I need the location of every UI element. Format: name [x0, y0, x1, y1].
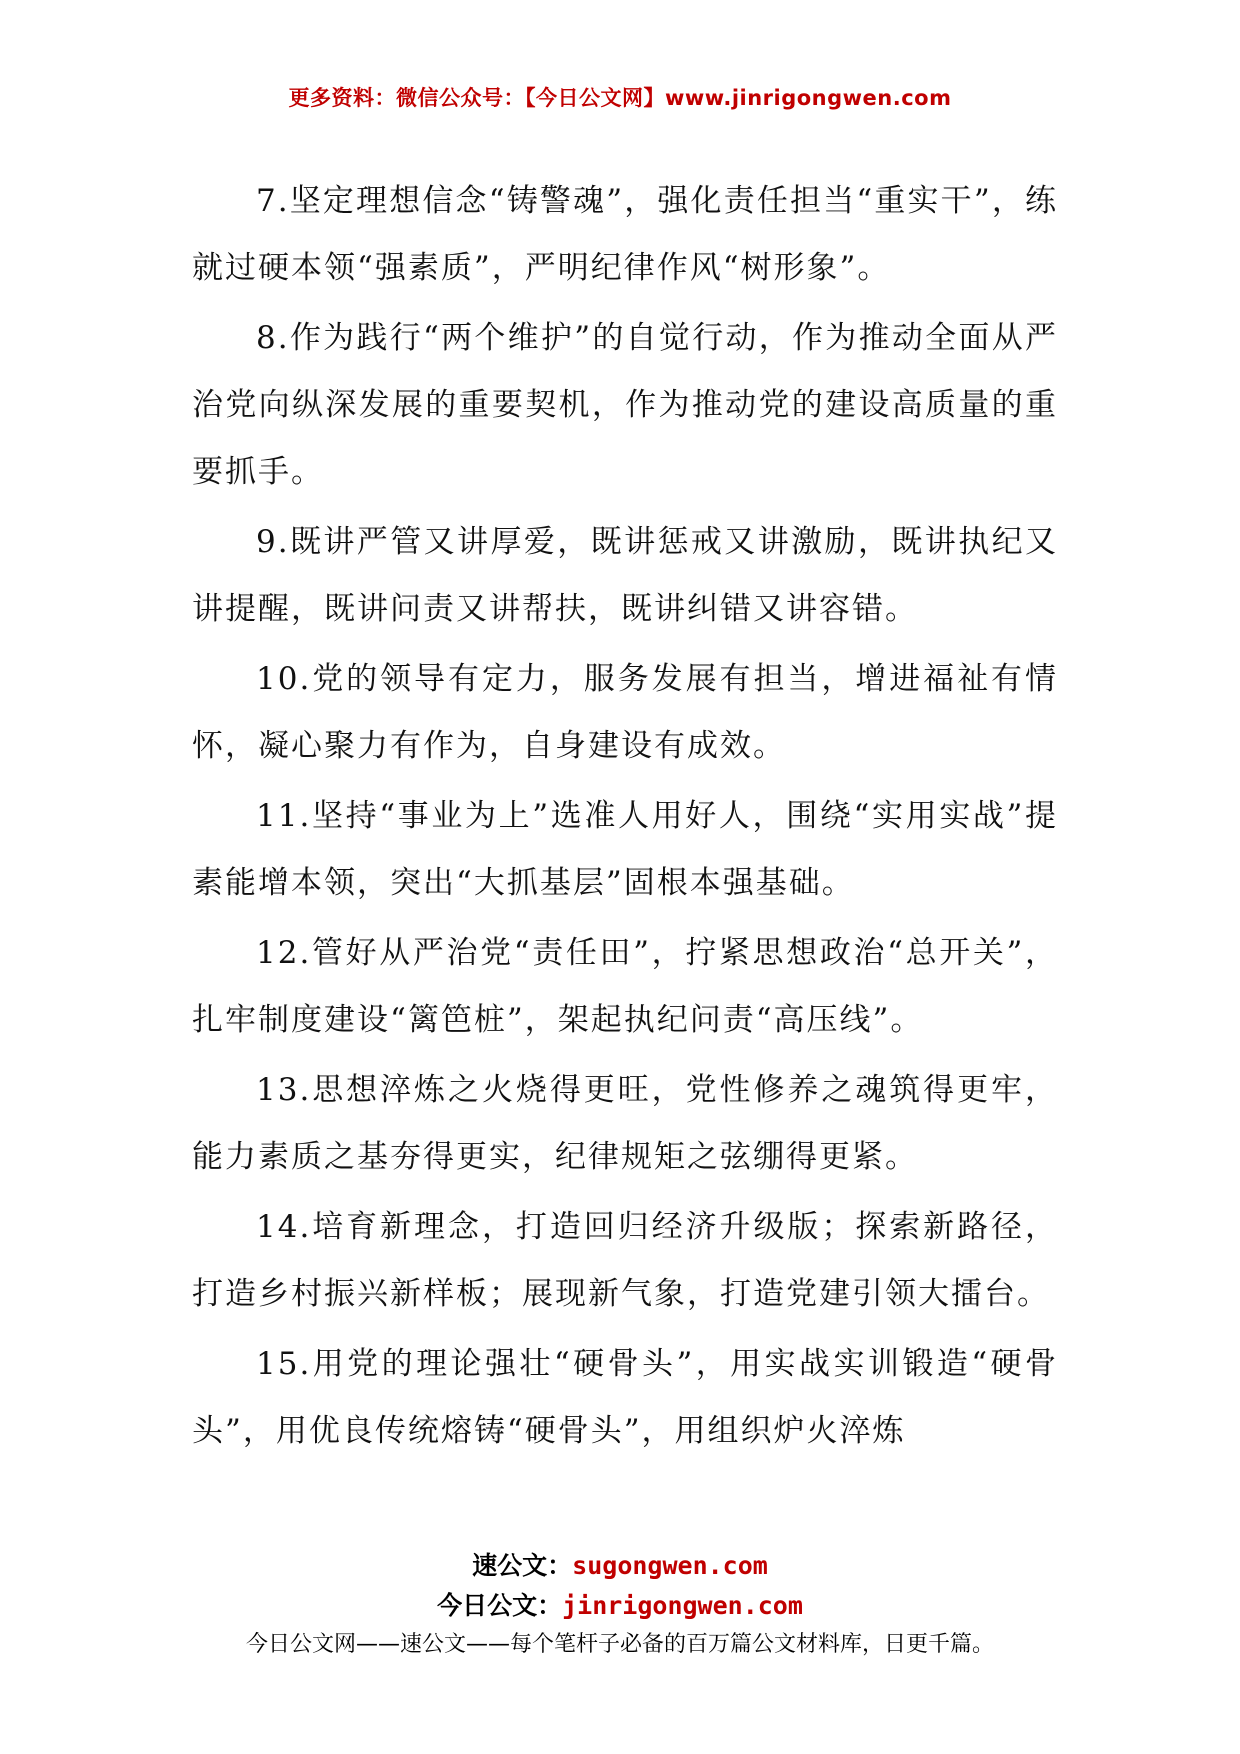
paragraph-13: 13.思想淬炼之火烧得更旺，党性修养之魂筑得更牢，能力素质之基夯得更实，纪律规矩之弦绷得更紧。: [192, 1072, 1058, 1175]
footer-jinrigongwen-label: 今日公文：: [437, 1591, 563, 1620]
paragraph-10: 10.党的领导有定力，服务发展有担当，增进福祉有情怀，凝心聚力有作为，自身建设有成效。: [192, 661, 1058, 764]
footer-jinrigongwen-link[interactable]: jinrigongwen.com: [562, 1591, 803, 1620]
footer-sugongwen-link[interactable]: sugongwen.com: [572, 1551, 768, 1580]
paragraph-9: 9.既讲严管又讲厚爱，既讲惩戒又讲激励，既讲执纪又讲提醒，既讲问责又讲帮扶，既讲纠错又讲容错。: [192, 524, 1058, 627]
paragraph-15: 15.用党的理论强壮“硬骨头”，用实战实训锻造“硬骨头”，用优良传统熔铸“硬骨头”，用组织炉火淬炼: [192, 1346, 1058, 1449]
document-body: [192, 168, 1058, 1468]
paragraph-11: 11.坚持“事业为上”选准人用好人，围绕“实用实战”提素能增本领，突出“大抓基层”固根本强基础。: [192, 798, 1058, 901]
paragraph-14: 14.培育新理念，打造回归经济升级版；探索新路径，打造乡村振兴新样板；展现新气象，打造党建引领大擂台。: [192, 1209, 1058, 1312]
paragraph-12: 12.管好从严治党“责任田”，拧紧思想政治“总开关”，扎牢制度建设“篱笆桩”，架起执纪问责“高压线”。: [192, 935, 1058, 1038]
footer-sugongwen-label: 速公文：: [472, 1551, 573, 1580]
paragraph-7: 7.坚定理想信念“铸警魂”，强化责任担当“重实干”，练就过硬本领“强素质”，严明纪律作风“树形象”。: [192, 183, 1058, 286]
footer-sugongwen: [0, 1546, 1240, 1582]
footer-jinrigongwen: [0, 1586, 1240, 1622]
footer-tagline: 今日公文网——速公文——每个笔杆子必备的百万篇公文材料库，日更千篇。: [245, 1632, 994, 1657]
page-header-promo: 更多资料：微信公众号：【今日公文网】www.jinrigongwen.com: [288, 86, 952, 110]
paragraph-8: 8.作为践行“两个维护”的自觉行动，作为推动全面从严治党向纵深发展的重要契机，作为推动党的建设高质量的重要抓手。: [192, 320, 1058, 490]
